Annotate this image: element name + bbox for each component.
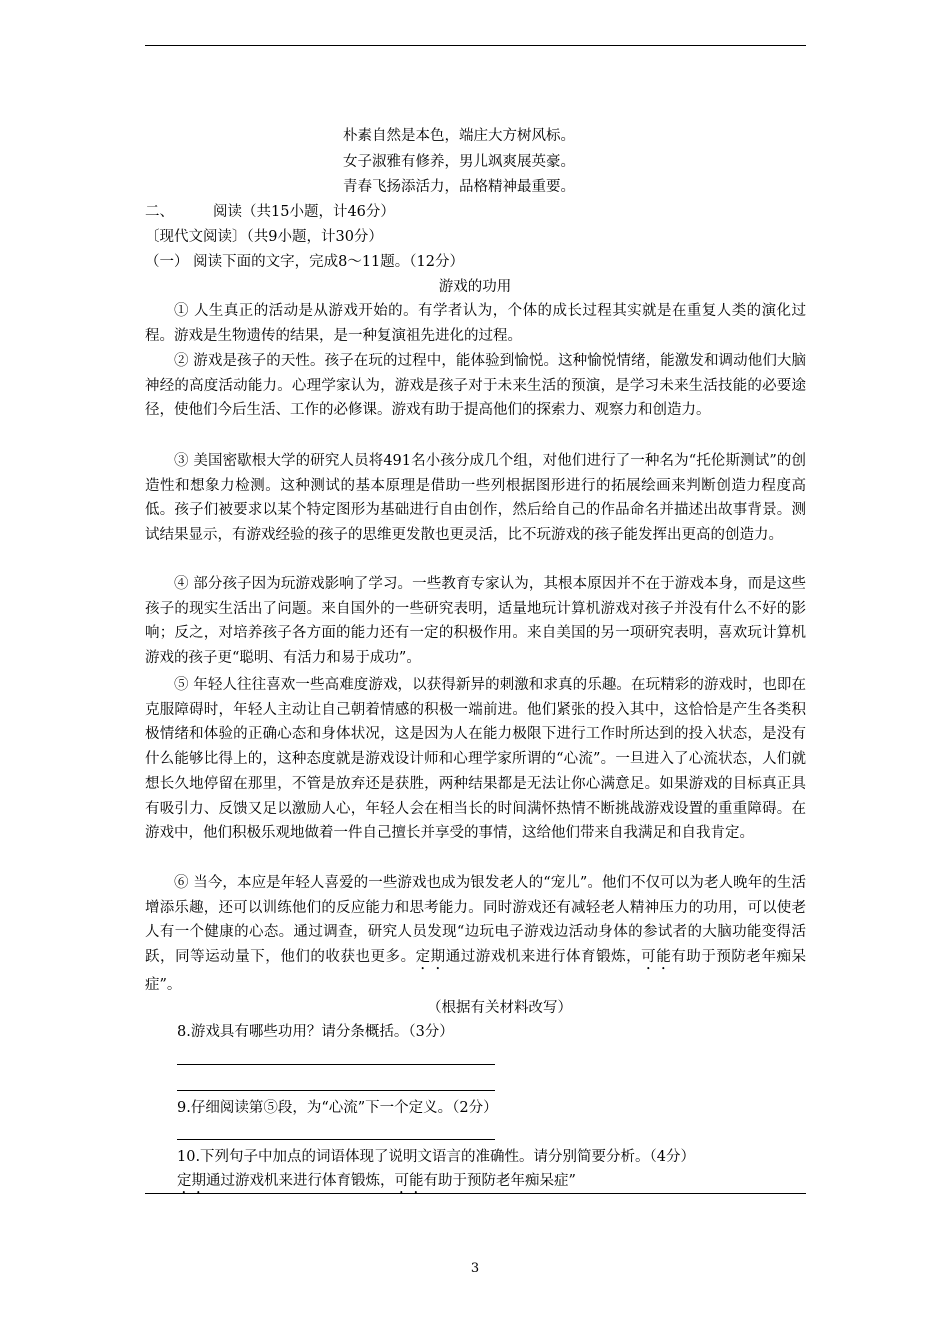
paragraph-2: ② 游戏是孩子的天性。孩子在玩的过程中，能体验到愉悦。这种愉悦情绪，能激发和调动他们大脑神经的高度活动能力。心理学家认为，游戏是孩子对于未来生活的预演，是学习未来生活技能的必要途径，使他们今后生活、工作的必修课。游戏有助于提高他们的探索力、观察力和创造力。 <box>145 353 806 419</box>
paragraph-6 <box>145 871 806 998</box>
emphasis-word-regularly: 定期 <box>415 949 446 966</box>
poem-line-3: 青春飞扬添活力，品格精神最重要。 <box>343 179 575 195</box>
article-title: 游戏的功用 <box>438 279 512 295</box>
poem-line-1: 朴素自然是本色，端庄大方树风标。 <box>343 128 575 144</box>
poem-line-2: 女子淑雅有修养，男儿飒爽展英豪。 <box>343 154 575 170</box>
question-10: 10.下列句子中加点的词语体现了说明文语言的准确性。请分别简要分析。（4分） <box>177 1149 696 1165</box>
paragraph-4: ④ 部分孩子因为玩游戏影响了学习。一些教育专家认为，其根本原因并不在于游戏本身，而是这些孩子的现实生活出了问题。来自国外的一些研究表明，适量地玩计算机游戏对孩子并没有什么不好的影响；反之，对培养孩子各方面的能力还有一定的积极作用。来自美国的另一项研究表明，喜欢玩计算机游戏的孩子更“聪明、有活力和易于成功”。 <box>145 576 806 667</box>
question-10-text-c: 有助于预防老年痴呆症” <box>423 1173 576 1189</box>
emphasis-word-possibly: 可能 <box>641 949 672 966</box>
paragraph-6-text-c: 有助于预防老年痴呆症”。 <box>145 949 807 994</box>
section-title: 阅读（共15小题，计46分） <box>213 204 395 220</box>
article-source: （根据有关材料改写） <box>427 1000 572 1016</box>
paragraph-6-text-b: 通过游戏机来进行体育锻炼， <box>445 949 642 966</box>
header-rule <box>145 45 806 46</box>
emphasis-word-possibly-q10: 可能 <box>394 1173 424 1189</box>
paragraph-1: ① 人生真正的活动是从游戏开始的。有学者认为，个体的成长过程其实就是在重复人类的演化过程。游戏是生物遗传的结果，是一种复演祖先进化的过程。 <box>145 303 806 344</box>
question-10-text-b: 通过游戏机来进行体育锻炼， <box>206 1173 395 1189</box>
emphasis-word-regularly-q10: 定期 <box>177 1173 206 1189</box>
paragraph-5: ⑤ 年轻人往往喜欢一些高难度游戏，以获得新异的刺激和求真的乐趣。在玩精彩的游戏时，也即在克服障碍时，年轻人主动让自己朝着情感的积极一端前进。他们紧张的投入其中，这恰恰是产生各类积极情绪和体验的正确心态和身体状况，这是因为人在能力极限下进行工作时所达到的投入状态，是没有什么能够比得上的，这种态度就是游戏设计师和心理学家所谓的“心流”。一旦进入了心流状态，人们就想长久地停留在那里，不管是放弃还是获胜，两种结果都是无法让你心满意足。如果游戏的目标真正具有吸引力、反馈又足以激励人心，年轻人会在相当长的时间满怀热情不断挑战游戏设置的重重障碍。在游戏中，他们积极乐观地做着一件自己擅长并享受的事情，这给他们带来自我满足和自我肯定。 <box>145 677 806 842</box>
answer-line-8b[interactable] <box>177 1090 495 1091</box>
section-number: 二、 <box>145 204 174 220</box>
subsection-title: 〔现代文阅读〕（共9小题，计30分） <box>145 229 383 245</box>
answer-line-9[interactable] <box>177 1139 495 1140</box>
page-number: 3 <box>470 1261 480 1276</box>
part-instruction: （一） 阅读下面的文字，完成8～11题。（12分） <box>145 254 464 270</box>
footer-rule <box>145 1193 806 1194</box>
answer-line-8a[interactable] <box>177 1064 495 1065</box>
question-8: 8.游戏具有哪些功用？请分条概括。（3分） <box>177 1024 454 1040</box>
paragraph-6-text-a: ⑥ 当今，本应是年轻人喜爱的一些游戏也成为银发老人的“宠儿”。他们不仅可以为老人晚年的生活增添乐趣，还可以训练他们的反应能力和思考能力。同时游戏还有减轻老人精神压力的功用，可以使老人有一个健康的心态。通过调查，研究人员发现“边玩电子游戏边活动身体的参试者的大脑功能变得活跃，同等运动量下，他们的收获也更多。 <box>145 875 806 966</box>
paragraph-3: ③ 美国密歇根大学的研究人员将491名小孩分成几个组，对他们进行了一种名为“托伦斯测试”的创造性和想象力检测。这种测试的基本原理是借助一些列根据图形进行的拓展绘画来判断创造力程度高低。孩子们被要求以某个特定图形为基础进行自由创作，然后给自己的作品命名并描述出故事背景。测试结果显示，有游戏经验的孩子的思维更发散也更灵活，比不玩游戏的孩子能发挥出更高的创造力。 <box>145 453 806 544</box>
question-9: 9.仔细阅读第⑤段，为“心流”下一个定义。（2分） <box>177 1100 498 1116</box>
